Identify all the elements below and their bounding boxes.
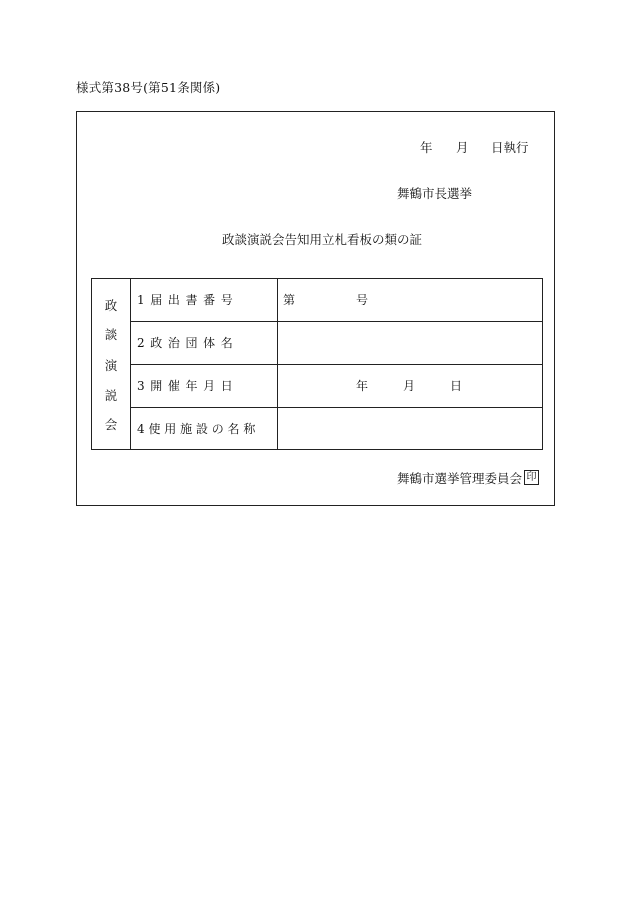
table-row-divider (130, 407, 542, 408)
notification-number-prefix: 第 (283, 293, 296, 307)
issuing-committee: 舞鶴市選挙管理委員会 (397, 471, 523, 486)
row-label-facility-name: 4 使 用 施 設 の 名 称 (137, 422, 256, 436)
table-row-divider (130, 364, 542, 365)
seal-stamp-box: 印 (524, 470, 539, 485)
event-date-month: 月 (403, 379, 416, 393)
row-label-notification-number: 1 届 出 書 番 号 (137, 293, 234, 307)
notification-number-suffix: 号 (356, 293, 369, 307)
document-title: 政談演説会告知用立札看板の類の証 (222, 232, 423, 247)
event-date-year: 年 (356, 379, 369, 393)
date-year: 年 (420, 140, 433, 155)
event-date-day: 日 (450, 379, 463, 393)
certificate-table (91, 278, 543, 450)
side-label-char: 説 (104, 388, 118, 403)
row-label-political-group: 2 政 治 団 体 名 (137, 336, 234, 350)
election-name: 舞鶴市長選挙 (397, 186, 473, 201)
row-label-event-date: 3 開 催 年 月 日 (137, 379, 234, 393)
table-row-divider (130, 321, 542, 322)
side-label-char: 会 (104, 417, 118, 432)
side-label-char: 政 (104, 298, 118, 313)
side-label-char: 談 (104, 327, 118, 342)
form-number: 様式第38号(第51条関係) (76, 80, 221, 95)
side-label-char: 演 (104, 358, 118, 373)
date-month: 月 (456, 140, 469, 155)
date-day-executed: 日執行 (491, 140, 529, 155)
